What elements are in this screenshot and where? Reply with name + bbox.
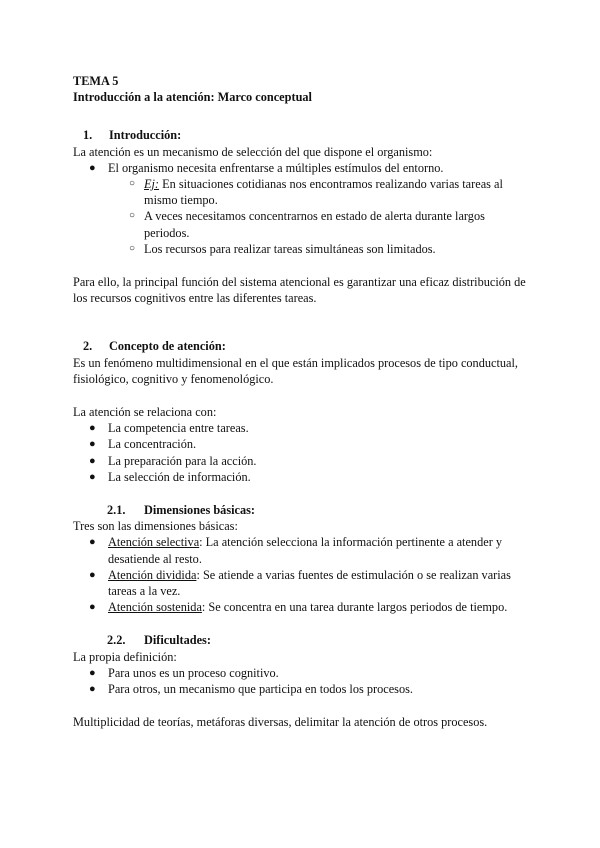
list-item: ● Atención selectiva: La atención selecciona la información pertinente a atender y desatiende al resto. bbox=[89, 535, 503, 566]
section-2-list bbox=[73, 420, 533, 485]
section-1-list bbox=[73, 160, 533, 257]
section-number: 1. bbox=[83, 128, 93, 143]
section-number: 2.2. bbox=[107, 633, 126, 648]
bullet-icon: ● bbox=[89, 161, 96, 174]
list-item: ● Atención sostenida: Se concentra en una tarea durante largos periodos de tiempo. bbox=[89, 600, 508, 615]
bullet-icon: ● bbox=[89, 666, 96, 679]
section-title: Dimensiones básicas: bbox=[144, 503, 256, 518]
list-item: ● La concentración. bbox=[89, 437, 197, 452]
term: Atención sostenida bbox=[108, 600, 202, 615]
bullet-icon: ● bbox=[89, 601, 96, 614]
bullet-icon: ● bbox=[89, 454, 96, 467]
section-title: Concepto de atención: bbox=[109, 339, 226, 354]
sub-list-item: ○ Los recursos para realizar tareas simultáneas son limitados. bbox=[129, 241, 436, 256]
section-2-1-heading bbox=[73, 502, 533, 518]
section-2-2-list bbox=[73, 665, 533, 697]
example-label: Ej: bbox=[144, 177, 160, 192]
list-item: ● Para unos es un proceso cognitivo. bbox=[89, 665, 279, 680]
section-1-closing: Para ello, la principal función del sistema atencional es garantizar una eficaz distribución de los recursos cognitivos entre las diferentes tareas. bbox=[73, 275, 526, 306]
bullet-icon: ● bbox=[89, 568, 96, 581]
bullet-icon: ● bbox=[89, 470, 96, 483]
circle-bullet-icon: ○ bbox=[129, 242, 136, 254]
bullet-icon: ● bbox=[89, 438, 96, 451]
doc-subtitle: Introducción a la atención: Marco conceptual bbox=[73, 90, 312, 105]
section-2-relates: La atención se relaciona con: bbox=[73, 405, 217, 420]
section-2-2-heading bbox=[73, 632, 533, 648]
section-1-intro: La atención es un mecanismo de selección del que dispone el organismo: bbox=[73, 144, 433, 159]
circle-bullet-icon: ○ bbox=[129, 178, 136, 190]
circle-bullet-icon: ○ bbox=[129, 210, 136, 222]
section-2-1-intro: Tres son las dimensiones básicas: bbox=[73, 519, 238, 534]
sub-list-item: ○ Ej: En situaciones cotidianas nos encontramos realizando varias tareas al mismo tiempo. bbox=[129, 177, 503, 208]
section-1-heading bbox=[73, 127, 533, 143]
term: Atención selectiva bbox=[108, 535, 200, 550]
section-title: Dificultades: bbox=[144, 633, 211, 648]
document-page bbox=[73, 73, 533, 731]
section-number: 2.1. bbox=[107, 503, 126, 518]
section-2-intro: Es un fenómeno multidimensional en el que están implicados procesos de tipo conductual, fisiológico, cognitivo y fenomenológico. bbox=[73, 355, 518, 386]
section-2-1-list bbox=[73, 534, 533, 615]
list-item: ● Atención dividida: Se atiende a varias fuentes de estimulación o se realizan varias tareas a la vez. bbox=[89, 567, 511, 599]
term: Atención dividida bbox=[108, 567, 197, 582]
section-number: 2. bbox=[83, 339, 93, 354]
sub-list-item: ○ A veces necesitamos concentrarnos en estado de alerta durante largos periodos. bbox=[129, 209, 485, 240]
section-2-2-intro: La propia definición: bbox=[73, 649, 177, 664]
section-2-heading bbox=[73, 338, 533, 354]
bullet-icon: ● bbox=[89, 683, 96, 696]
bullet-icon: ● bbox=[89, 536, 96, 549]
list-item: ● La preparación para la acción. bbox=[89, 453, 257, 468]
list-item: ● El organismo necesita enfrentarse a múltiples estímulos del entorno. bbox=[89, 160, 444, 175]
section-title: Introducción: bbox=[109, 128, 182, 143]
list-item: ● La selección de información. bbox=[89, 469, 251, 484]
bullet-icon: ● bbox=[89, 422, 96, 435]
list-item: ● La competencia entre tareas. bbox=[89, 421, 249, 436]
list-item: ● Para otros, un mecanismo que participa en todos los procesos. bbox=[89, 682, 413, 697]
doc-title: TEMA 5 bbox=[73, 74, 119, 88]
section-2-2-closing: Multiplicidad de teorías, metáforas diversas, delimitar la atención de otros procesos. bbox=[73, 715, 488, 730]
